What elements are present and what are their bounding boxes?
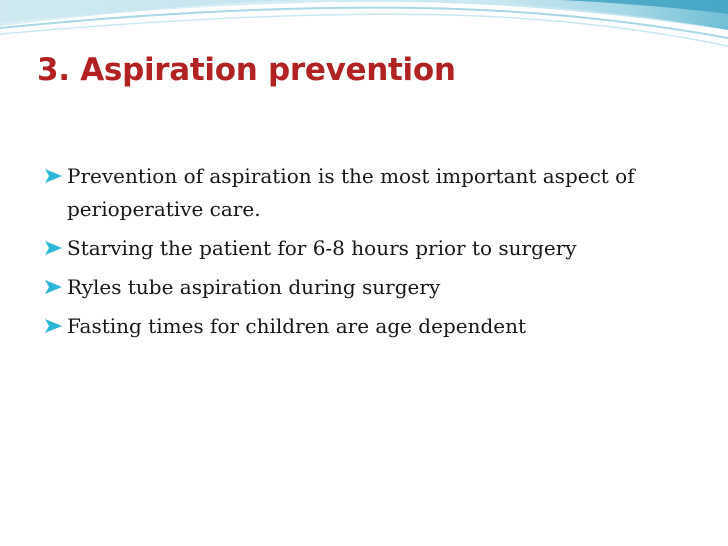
triangle-bullet-icon [45, 169, 62, 183]
bullet-text: Starving the patient for 6-8 hours prior to surgery [67, 236, 577, 260]
triangle-bullet-icon [45, 280, 62, 294]
bullet-list [45, 160, 705, 349]
list-item [45, 310, 705, 343]
list-item [45, 232, 705, 265]
bullet-text: Fasting times for children are age dependent [67, 314, 527, 338]
triangle-bullet-icon [45, 241, 62, 255]
triangle-bullet-icon [45, 319, 62, 333]
slide-title: 3. Aspiration prevention [37, 52, 456, 88]
list-item [45, 271, 705, 304]
list-item [45, 160, 705, 226]
bullet-text: Prevention of aspiration is the most important aspect of perioperative care. [67, 164, 635, 221]
bullet-text: Ryles tube aspiration during surgery [67, 275, 441, 299]
